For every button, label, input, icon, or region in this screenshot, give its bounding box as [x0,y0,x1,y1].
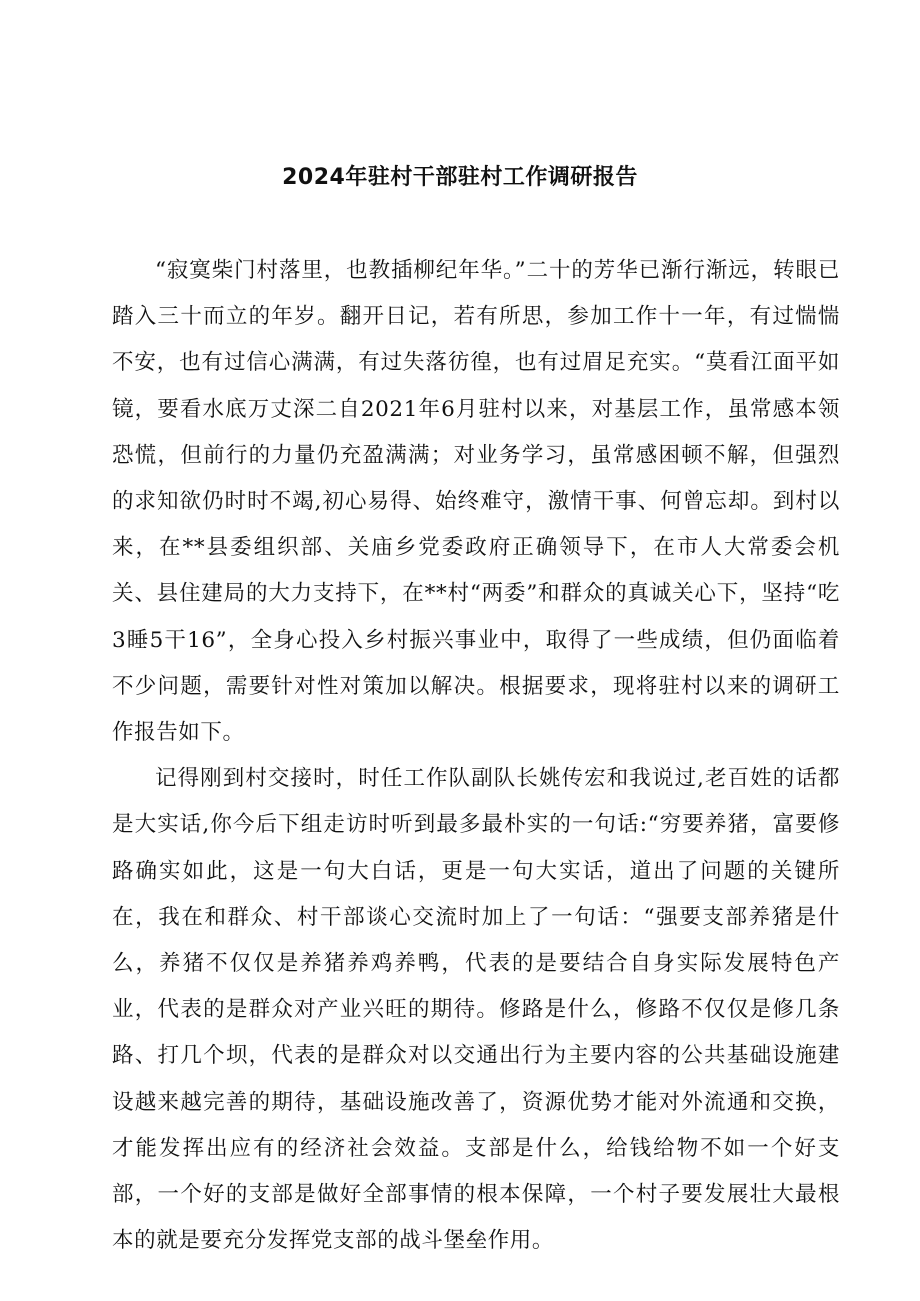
document-body [112,248,840,1264]
document-title: 2024年驻村干部驻村工作调研报告 [282,165,638,190]
paragraph-2: 记得刚到村交接时，时任工作队副队长姚传宏和我说过,老百姓的话都是大实话,你今后下组走访时听到最多最朴实的一句话:“穷要养猪，富要修路确实如此，这是一句大白话，更是一句大实话，道出了问题的关键所在，我在和群众、村干部谈心交流时加上了一句话：“强要支部养猪是什么，养猪不仅仅是养猪养鸡养鸭，代表的是要结合自身实际发展特色产业，代表的是群众对产业兴旺的期待。修路是什么，修路不仅仅是修几条路、打几个坝，代表的是群众对以交通出行为主要内容的公共基础设施建设越来越完善的期待，基础设施改善了，资源优势才能对外流通和交换，才能发挥出应有的经济社会效益。支部是什么，给钱给物不如一个好支部，一个好的支部是做好全部事情的根本保障，一个村子要发展壮大最根本的就是要充分发挥党支部的战斗堡垒作用。 [112,766,840,1254]
paragraph-1: “寂寞柴门村落里，也教插柳纪年华。”二十的芳华已渐行渐远，转眼已踏入三十而立的年岁。翻开日记，若有所思，参加工作十一年，有过惴惴不安，也有过信心满满，有过失落彷徨，也有过眉足充实。“莫看江面平如镜，要看水底万丈深二自2021年6月驻村以来，对基层工作，虽常感本领恐慌，但前行的力量仍充盈满满；对业务学习，虽常感困顿不解，但强烈的求知欲仍时时不竭,初心易得、始终难守，激情干事、何曾忘却。到村以来，在**县委组织部、关庙乡党委政府正确领导下，在市人大常委会机关、县住建局的大力支持下，在**村“两委”和群众的真诚关心下，坚持“吃3睡5干16”，全身心投入乡村振兴事业中，取得了一些成绩，但仍面临着不少问题，需要针对性对策加以解决。根据要求，现将驻村以来的调研工作报告如下。 [112,258,840,746]
